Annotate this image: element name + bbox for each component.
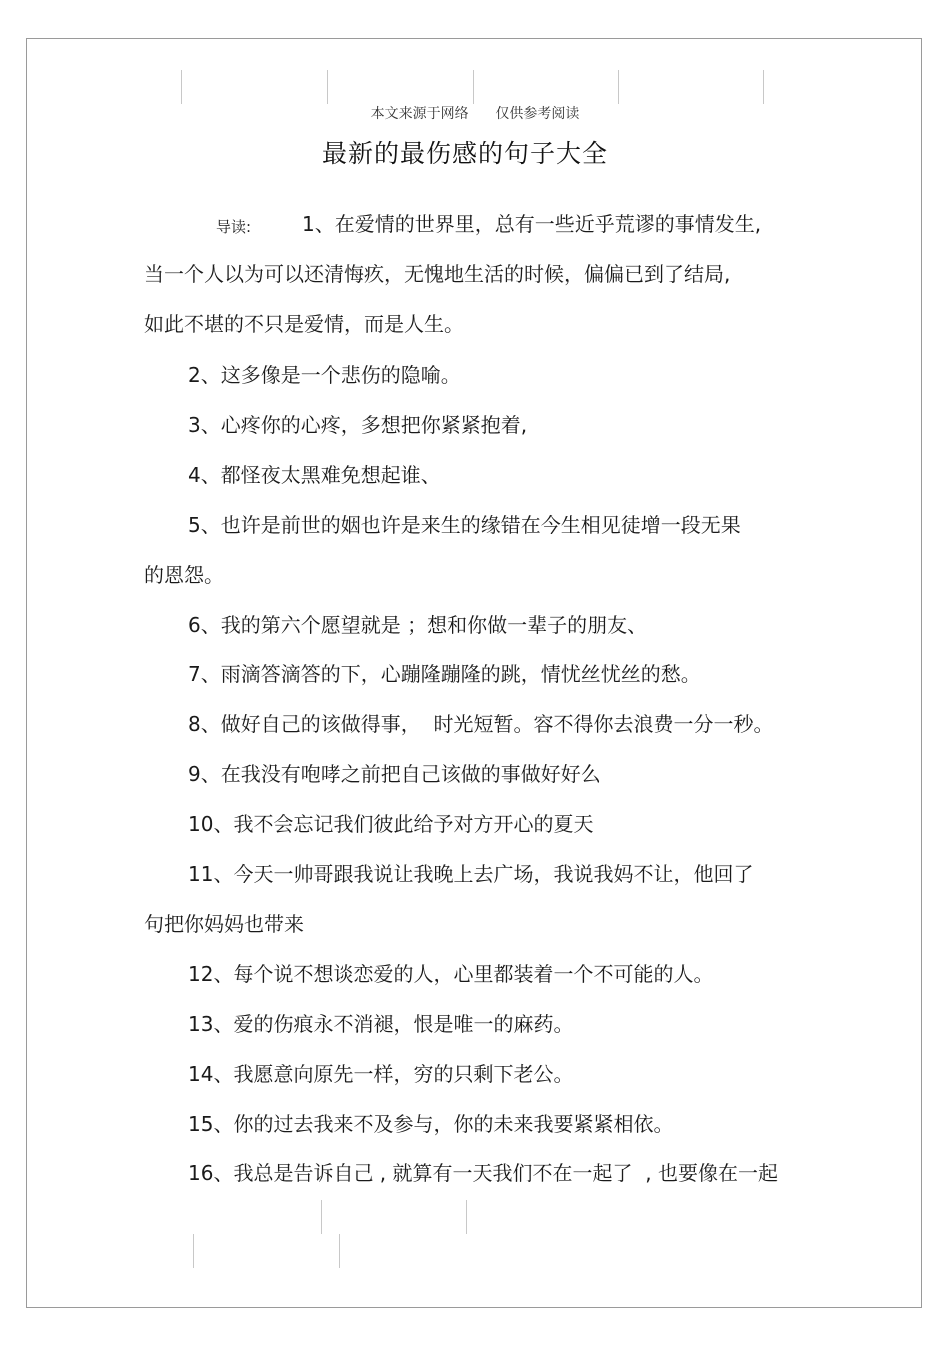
sentence-line: 7、雨滴答滴答的下，心蹦隆蹦隆的跳，情忧丝忧丝的愁。 xyxy=(188,662,701,686)
sentence-continuation-line: 句把你妈妈也带来 xyxy=(144,912,304,936)
footer-divider-tick xyxy=(193,1234,194,1268)
sentence-line: 8、做好自己的该做得事， 时光短暂。容不得你去浪费一分一秒。 xyxy=(188,712,774,736)
header-divider-tick xyxy=(181,70,182,104)
footer-divider-tick xyxy=(466,1200,467,1234)
sentence-line: 4、都怪夜太黑难免想起谁、 xyxy=(188,463,441,487)
sentence-line: 5、也许是前世的姻也许是来生的缘错在今生相见徒增一段无果 xyxy=(188,513,741,537)
sentence-line: 16、我总是告诉自己 , 就算有一天我们不在一起了 , 也要像在一起 xyxy=(188,1161,778,1185)
sentence-line: 14、我愿意向原先一样，穷的只剩下老公。 xyxy=(188,1062,574,1086)
footer-divider-tick xyxy=(339,1234,340,1268)
header-divider-tick xyxy=(618,70,619,104)
sentence-line: 12、每个说不想谈恋爱的人，心里都装着一个不可能的人。 xyxy=(188,962,714,986)
header-divider-tick xyxy=(327,70,328,104)
sentence-line: 13、爱的伤痕永不消褪，恨是唯一的麻药。 xyxy=(188,1012,574,1036)
intro-continuation-line: 当一个人以为可以还清悔疚，无愧地生活的时候，偏偏已到了结局, xyxy=(144,262,731,286)
header-divider-tick xyxy=(473,70,474,104)
sentence-line: 6、我的第六个愿望就是 ；想和你做一辈子的朋友、 xyxy=(188,613,648,637)
intro-label: 导读: xyxy=(216,218,252,236)
sentence-line: 9、在我没有咆哮之前把自己该做的事做好好么 xyxy=(188,762,601,786)
source-note: 本文来源于网络 仅供参考阅读 xyxy=(370,106,580,122)
sentence-line: 3、心疼你的心疼，多想把你紧紧抱着, xyxy=(188,413,528,437)
intro-first-item: 1、在爱情的世界里，总有一些近乎荒谬的事情发生, xyxy=(302,212,762,236)
sentence-line: 15、你的过去我来不及参与，你的未来我要紧紧相依。 xyxy=(188,1112,674,1136)
footer-divider-tick xyxy=(321,1200,322,1234)
sentence-continuation-line: 的恩怨。 xyxy=(144,563,224,587)
sentence-line: 2、这多像是一个悲伤的隐喻。 xyxy=(188,363,461,387)
header-divider-tick xyxy=(763,70,764,104)
intro-continuation-line: 如此不堪的不只是爱情，而是人生。 xyxy=(144,312,464,336)
sentence-line: 10、我不会忘记我们彼此给予对方开心的夏天 xyxy=(188,812,594,836)
document-title: 最新的最伤感的句子大全 xyxy=(321,139,608,168)
sentence-line: 11、今天一帅哥跟我说让我晚上去广场，我说我妈不让，他回了 xyxy=(188,862,754,886)
